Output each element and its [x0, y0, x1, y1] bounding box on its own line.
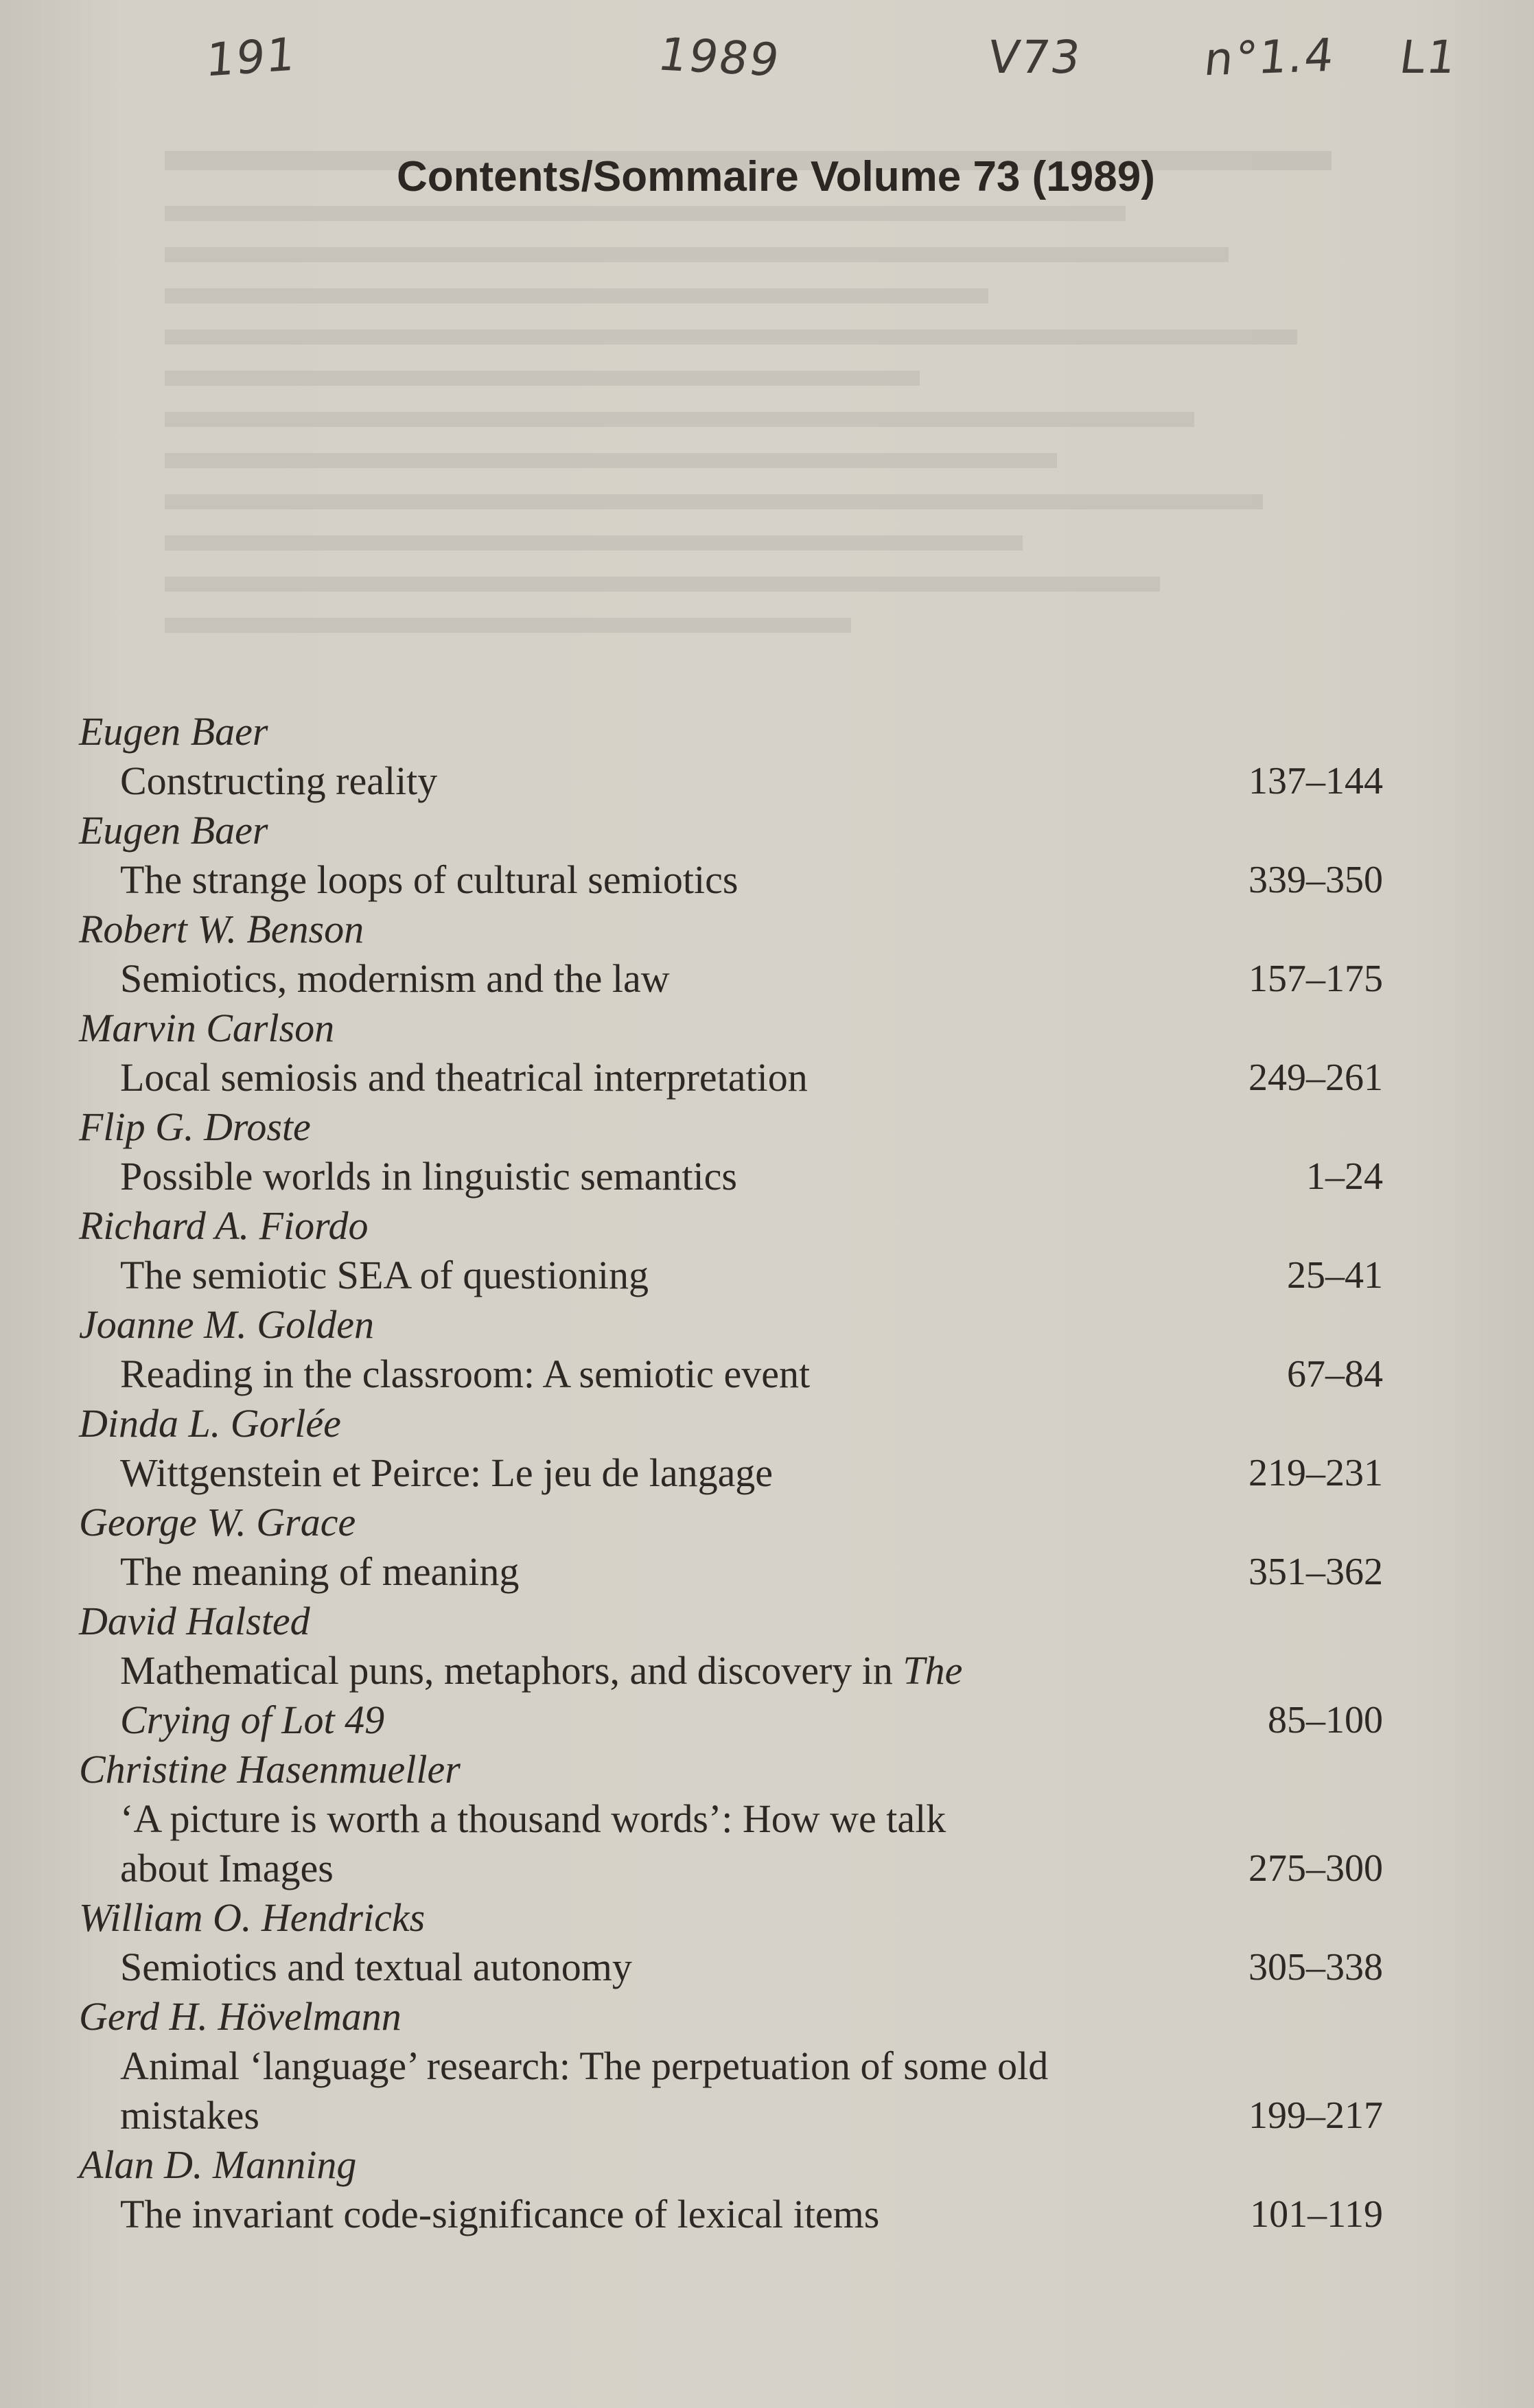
handwritten-note: V73 [984, 31, 1085, 84]
page-range: 249–261 [1248, 1056, 1383, 1099]
entry-row [79, 2190, 1383, 2239]
article-title-line: Local semiosis and theatrical interpretation [120, 1055, 808, 1100]
author-name: Flip G. Droste [79, 1104, 311, 1149]
list-item [79, 1597, 1383, 1745]
article-title [79, 1547, 1218, 1597]
article-title-line: The semiotic SEA of questioning [120, 1253, 649, 1297]
page-range: 351–362 [1248, 1551, 1383, 1593]
article-title [79, 1350, 1218, 1399]
author-name: Gerd H. Hövelmann [79, 1994, 402, 2039]
entry-row [79, 2041, 1383, 2140]
list-item [79, 1893, 1383, 1992]
article-title-line: Constructing reality [120, 759, 438, 803]
list-item [79, 2140, 1383, 2239]
page-range: 275–300 [1248, 1847, 1383, 1890]
handwritten-note: n°1.4 [1201, 28, 1338, 86]
entry-row [79, 954, 1383, 1004]
article-title-line: Animal ‘language’ research: The perpetuation of some old [120, 2044, 1049, 2088]
author-name: Robert W. Benson [79, 907, 364, 951]
author-name: Dinda L. Gorlée [79, 1401, 341, 1446]
author-name: Marvin Carlson [79, 1006, 335, 1050]
article-title-line: Semiotics and textual autonomy [120, 1945, 632, 1989]
article-title [79, 855, 1218, 905]
article-title [79, 1251, 1218, 1300]
article-title-italic: Crying of Lot 49 [120, 1698, 385, 1742]
article-title [79, 1152, 1218, 1201]
article-title-line [120, 1646, 1218, 1695]
article-title [79, 1794, 1218, 1893]
page-range: 1–24 [1306, 1155, 1383, 1198]
author-name: William O. Hendricks [79, 1895, 426, 1940]
list-item [79, 806, 1383, 905]
author-name: George W. Grace [79, 1500, 356, 1544]
page-range: 137–144 [1248, 760, 1383, 802]
article-title-line: The meaning of meaning [120, 1549, 520, 1594]
list-item [79, 1498, 1383, 1597]
list-item [79, 1300, 1383, 1399]
page-range: 219–231 [1248, 1452, 1383, 1494]
author-name: Eugen Baer [79, 709, 268, 754]
page-range: 305–338 [1248, 1946, 1383, 1989]
handwritten-note: 1989 [653, 27, 785, 87]
author-name: Richard A. Fiordo [79, 1203, 369, 1248]
entry-row [79, 756, 1383, 806]
list-item [79, 1201, 1383, 1300]
author-name: Eugen Baer [79, 808, 268, 853]
handwritten-note: 191 [204, 27, 299, 87]
article-title [79, 1448, 1218, 1498]
list-item [79, 1004, 1383, 1102]
author-name: Joanne M. Golden [79, 1302, 375, 1347]
article-title-text: Mathematical puns, metaphors, and discovery in [120, 1648, 893, 1693]
list-item [79, 905, 1383, 1004]
contents-list [79, 707, 1383, 2239]
page-range: 25–41 [1287, 1254, 1383, 1297]
entry-row [79, 1646, 1383, 1745]
article-title-line: The strange loops of cultural semiotics [120, 857, 739, 902]
article-title [79, 954, 1218, 1004]
entry-row [79, 1350, 1383, 1399]
handwritten-note: L1 [1396, 31, 1461, 84]
page-range: 85–100 [1268, 1699, 1383, 1741]
page-title: Contents/Sommaire Volume 73 (1989) [397, 153, 1155, 200]
article-title-line: Wittgenstein et Peirce: Le jeu de langage [120, 1450, 774, 1495]
article-title-line: mistakes [120, 2093, 259, 2138]
list-item [79, 707, 1383, 806]
article-title [79, 756, 1218, 806]
article-title [79, 1646, 1218, 1745]
entry-row [79, 1053, 1383, 1102]
article-title-line: Possible worlds in linguistic semantics [120, 1154, 737, 1199]
page-range: 199–217 [1248, 2094, 1383, 2137]
article-title-line: Reading in the classroom: A semiotic event [120, 1352, 811, 1396]
article-title [79, 1053, 1218, 1102]
article-title [79, 2190, 1218, 2239]
entry-row [79, 1251, 1383, 1300]
page-range: 67–84 [1287, 1353, 1383, 1396]
author-name: David Halsted [79, 1599, 310, 1643]
article-title [79, 2041, 1218, 2140]
author-name: Christine Hasenmueller [79, 1747, 461, 1792]
entry-row [79, 1943, 1383, 1992]
article-title-line [120, 1695, 1218, 1745]
article-title-line: Semiotics, modernism and the law [120, 956, 670, 1001]
page-range: 157–175 [1248, 958, 1383, 1000]
entry-row [79, 1547, 1383, 1597]
entry-row [79, 1794, 1383, 1893]
page-range: 101–119 [1250, 2193, 1383, 2236]
article-title-line: ‘A picture is worth a thousand words’: How we talk [120, 1796, 946, 1841]
author-name: Alan D. Manning [79, 2142, 357, 2187]
list-item [79, 1992, 1383, 2140]
list-item [79, 1745, 1383, 1893]
article-title-line: The invariant code-significance of lexical items [120, 2192, 880, 2236]
article-title-line: about Images [120, 1846, 334, 1890]
list-item [79, 1102, 1383, 1201]
list-item [79, 1399, 1383, 1498]
entry-row [79, 1448, 1383, 1498]
entry-row [79, 855, 1383, 905]
page-range: 339–350 [1248, 859, 1383, 901]
article-title [79, 1943, 1218, 1992]
entry-row [79, 1152, 1383, 1201]
article-title-italic: The [903, 1648, 963, 1693]
